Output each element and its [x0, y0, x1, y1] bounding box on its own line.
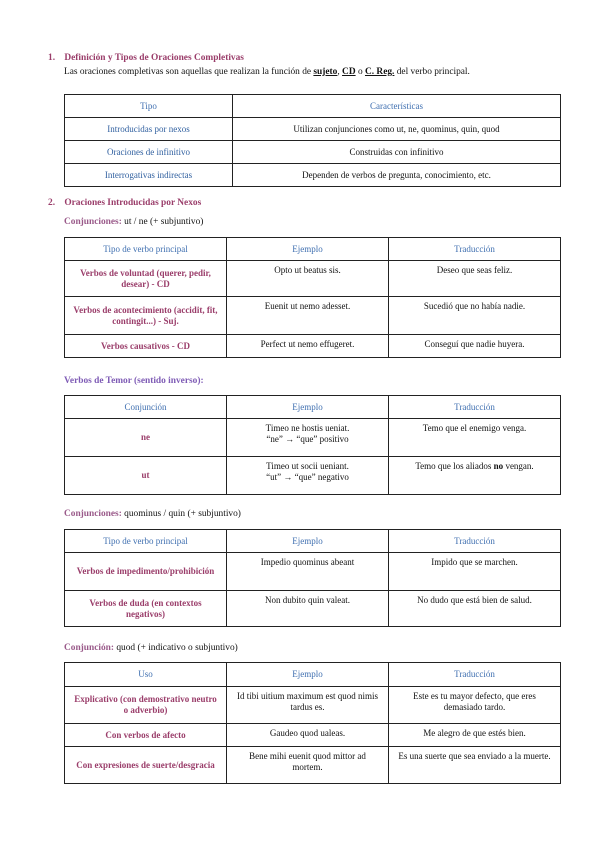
subheading-label: Conjunciones: [64, 509, 122, 519]
translation-text: Temo que los aliados [415, 461, 494, 471]
cell-tipo: Introducidas por nexos [65, 118, 233, 141]
subheading-ut-ne [64, 217, 203, 227]
table-row [65, 747, 561, 784]
table-row [65, 419, 561, 457]
cell-ejemplo: Perfect ut nemo effugeret. [227, 335, 389, 358]
cell-traduccion: Deseo que seas feliz. [389, 261, 561, 297]
cell-tipo-verbo: Verbos de impedimento/prohibición [65, 553, 227, 591]
section-2-number: 2. [48, 198, 56, 208]
table-header-row [65, 530, 561, 553]
keyword-creg: C. Reg. [364, 67, 395, 77]
header-traduccion: Traducción [389, 663, 561, 687]
cell-ejemplo: Euenit ut nemo adesset. [227, 297, 389, 335]
subheading-quod [64, 643, 238, 653]
table-row [65, 591, 561, 627]
table-header-row [65, 396, 561, 419]
intro-text-end: del verbo principal. [394, 67, 470, 77]
cell-traduccion: Sucedió que no había nadie. [389, 297, 561, 335]
cell-traduccion: No dudo que está bien de salud. [389, 591, 561, 627]
header-conjuncion: Conjunción [65, 396, 227, 419]
cell-uso: Con expresiones de suerte/desgracia [65, 747, 227, 784]
subheading-rest: quod (+ indicativo o subjuntivo) [114, 643, 238, 653]
cell-tipo-verbo: Verbos de acontecimiento (accidit, fit, contingit...) - Suj. [65, 297, 227, 335]
cell-ejemplo: Non dubito quin valeat. [227, 591, 389, 627]
table-row [65, 118, 561, 141]
header-traduccion: Traducción [389, 530, 561, 553]
cell-tipo-verbo: Verbos causativos - CD [65, 335, 227, 358]
cell-ejemplo: Bene mihi euenit quod mittor ad mortem. [227, 747, 389, 784]
cell-caracteristica: Utilizan conjunciones como ut, ne, quominus, quin, quod [233, 118, 561, 141]
example-line: Timeo ut socii ueniant. [266, 461, 349, 471]
table-row [65, 724, 561, 747]
cell-ejemplo: Impedio quominus abeant [227, 553, 389, 591]
cell-traduccion: Conseguí que nadie huyera. [389, 335, 561, 358]
cell-conjuncion: ut [65, 457, 227, 495]
cell-traduccion: Es una suerte que sea enviado a la muerte. [389, 747, 561, 784]
header-traduccion: Traducción [389, 396, 561, 419]
keyword-cd: CD [342, 67, 356, 77]
header-tipo-verbo: Tipo de verbo principal [65, 238, 227, 261]
intro-sep: , [337, 67, 343, 77]
header-traduccion: Traducción [389, 238, 561, 261]
header-ejemplo: Ejemplo [227, 663, 389, 687]
subheading-rest: ut / ne (+ subjuntivo) [121, 217, 204, 227]
header-caracteristicas: Características [233, 95, 561, 118]
cell-tipo-verbo: Verbos de duda (en contextos negativos) [65, 591, 227, 627]
temor-table [64, 395, 561, 495]
cell-tipo-verbo: Verbos de voluntad (querer, pedir, desear) - CD [65, 261, 227, 297]
intro-sep: o [355, 67, 365, 77]
example-note: “ut” → “que” negativo [266, 472, 349, 482]
subheading-temor [64, 376, 204, 386]
section-1-heading [48, 53, 244, 63]
section-1-intro [64, 67, 470, 77]
cell-tipo: Interrogativas indirectas [65, 164, 233, 187]
translation-text-end: vengan. [503, 461, 534, 471]
quod-table [64, 662, 561, 784]
cell-uso: Con verbos de afecto [65, 724, 227, 747]
table-header-row [65, 95, 561, 118]
table-row [65, 141, 561, 164]
cell-caracteristica: Dependen de verbos de pregunta, conocimiento, etc. [233, 164, 561, 187]
table-row [65, 164, 561, 187]
example-note: “ne” → “que” positivo [266, 434, 349, 444]
section-2-heading [48, 198, 201, 208]
header-uso: Uso [65, 663, 227, 687]
table-row [65, 335, 561, 358]
header-tipo-verbo: Tipo de verbo principal [65, 530, 227, 553]
table-row [65, 457, 561, 495]
cell-traduccion: Impido que se marchen. [389, 553, 561, 591]
subheading-label: Conjunción: [64, 643, 115, 653]
example-line: Timeo ne hostis ueniat. [265, 423, 350, 433]
table-row [65, 687, 561, 724]
cell-traduccion [389, 457, 561, 495]
header-ejemplo: Ejemplo [227, 238, 389, 261]
subheading-label: Conjunciones: [64, 217, 122, 227]
tipos-table [64, 94, 561, 187]
translation-emphasis: no [493, 461, 504, 471]
cell-ejemplo: Id tibi uitium maximum est quod nimis tardus es. [227, 687, 389, 724]
section-2-title: Oraciones Introducidas por Nexos [64, 198, 202, 208]
cell-traduccion: Me alegro de que estés bien. [389, 724, 561, 747]
section-1-number: 1. [48, 53, 56, 63]
subheading-rest: quominus / quin (+ subjuntivo) [121, 509, 241, 519]
table-header-row [65, 663, 561, 687]
header-ejemplo: Ejemplo [227, 530, 389, 553]
cell-ejemplo: Gaudeo quod ualeas. [227, 724, 389, 747]
quominus-table [64, 529, 561, 627]
cell-traduccion: Temo que el enemigo venga. [389, 419, 561, 457]
table-header-row [65, 238, 561, 261]
cell-caracteristica: Construidas con infinitivo [233, 141, 561, 164]
cell-traduccion: Este es tu mayor defecto, que eres demasiado tardo. [389, 687, 561, 724]
keyword-sujeto: sujeto [313, 67, 338, 77]
header-tipo: Tipo [65, 95, 233, 118]
intro-text: Las oraciones completivas son aquellas que realizan la función de [64, 67, 314, 77]
subheading-quominus-quin [64, 509, 241, 519]
subheading-label: Verbos de Temor (sentido inverso): [64, 376, 204, 386]
cell-conjuncion: ne [65, 419, 227, 457]
header-ejemplo: Ejemplo [227, 396, 389, 419]
cell-uso: Explicativo (con demostrativo neutro o adverbio) [65, 687, 227, 724]
ut-ne-table [64, 237, 561, 358]
table-row [65, 297, 561, 335]
table-row [65, 553, 561, 591]
cell-ejemplo [227, 419, 389, 457]
cell-ejemplo [227, 457, 389, 495]
table-row [65, 261, 561, 297]
cell-tipo: Oraciones de infinitivo [65, 141, 233, 164]
section-1-title: Definición y Tipos de Oraciones Completivas [64, 53, 244, 63]
cell-ejemplo: Opto ut beatus sis. [227, 261, 389, 297]
